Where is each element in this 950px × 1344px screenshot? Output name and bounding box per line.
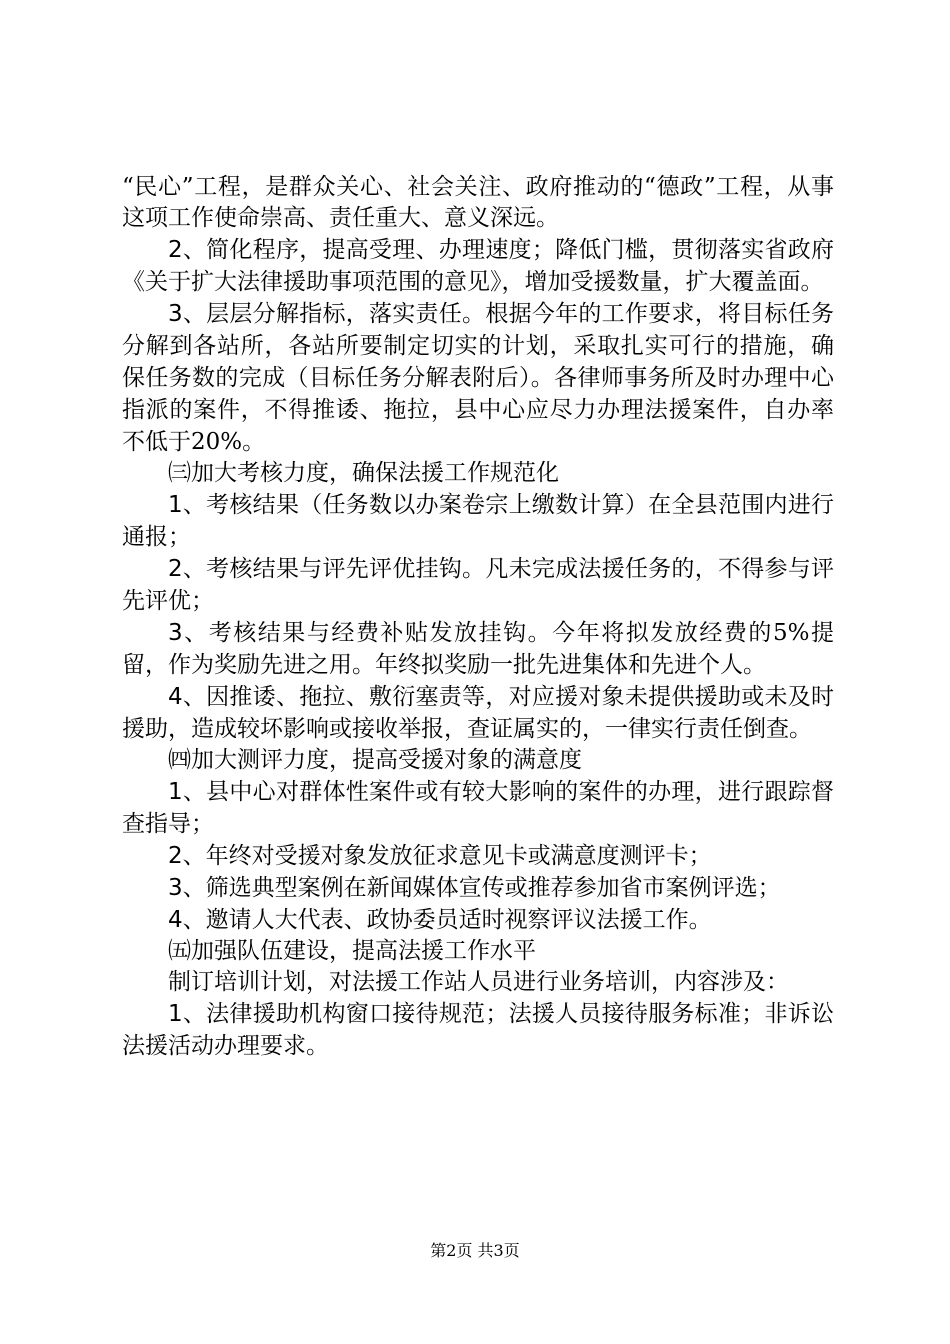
paragraph-lead: 4、邀请人大代表、政协委员适时视察评议法援工作。 [168,907,712,933]
paragraph-text: “民心”工程，是群众关心、社会关注、政府推动的“德政”工程，从事这项工作使命崇高、责任重大、意义深远。 [122,174,834,231]
paragraph-assess-3 [122,617,834,681]
paragraph-training-intro [122,967,834,998]
paragraph-lead: 1、法律援助机构窗口接待规范；法援人员接待服务标准；非诉讼法援活动办理要求。 [122,1001,834,1059]
paragraph-text: 今年将拟发放经费的5%提留，作为奖励先进之用。年终拟奖励一批先进集体和先进个人。 [122,620,834,678]
paragraph-lead: 3、考核结果与经费补贴发放挂钩。 [168,620,553,646]
paragraph-item-3 [122,298,834,458]
section-heading-4: ㈣加大测评力度，提高受援对象的满意度 [168,747,582,773]
page-footer [0,1241,950,1261]
paragraph-assess-2 [122,553,834,617]
section-heading-3: ㈢加大考核力度，确保法援工作规范化 [168,460,559,486]
paragraph-lead: 3、层层分解指标，落实责任。 [168,301,486,327]
paragraph-lead: 3、筛选典型案例在新闻媒体宣传或推荐参加省市案例评选； [168,875,781,901]
paragraph-lead: 2、考核结果与评先评优挂钩。 [168,556,486,582]
paragraph-lead: 1、县中心对群体性案件或有较大影响的案件的办理，进行跟踪督查指导； [122,779,834,837]
paragraph-training-1 [122,998,834,1062]
paragraph-text: 制订培训计划，对法援工作站人员进行业务培训，内容涉及： [168,969,789,995]
page-number-label: 第2页 共3页 [430,1241,520,1260]
paragraph-lead: 1、考核结果（任务数以办案卷宗上缴数计算）在全县范围内进行通报； [122,492,834,550]
paragraph-continuation [122,172,834,234]
paragraph-eval-3 [122,872,834,904]
paragraph-lead: 2、简化程序，提高受理、办理速度；降低门槛，贯彻落实省政府《关于扩大法律援助事项范围的意见》，增加受援数量，扩大覆盖面。 [122,237,834,295]
paragraph-eval-1 [122,776,834,840]
paragraph-eval-2 [122,840,834,872]
paragraph-lead: 2、年终对受援对象发放征求意见卡或满意度测评卡； [168,843,712,869]
paragraph-text: 凡未完成法援任务的，不得参与评先评优； [122,556,835,614]
paragraph-lead: 4、因推诿、拖拉、敷衍塞责等，对应援对象未提供援助或未及时援助，造成较坏影响或接收举报，查证属实的，一律实行责任倒查。 [122,684,834,742]
document-body [122,172,834,1062]
section-heading-5: ㈤加强队伍建设，提高法援工作水平 [168,938,536,964]
paragraph-item-2 [122,234,834,298]
paragraph-assess-4 [122,681,834,745]
paragraph-assess-1 [122,489,834,553]
paragraph-text: 根据今年的工作要求，将目标任务分解到各站所，各站所要制定切实的计划，采取扎实可行的措施，确保任务数的完成（目标任务分解表附后）。各律师事务所及时办理中心指派的案件，不得推诿、拖拉，县中心应尽力办理法援案件，自办率不低于20%。 [122,301,835,455]
paragraph-eval-4 [122,904,834,936]
